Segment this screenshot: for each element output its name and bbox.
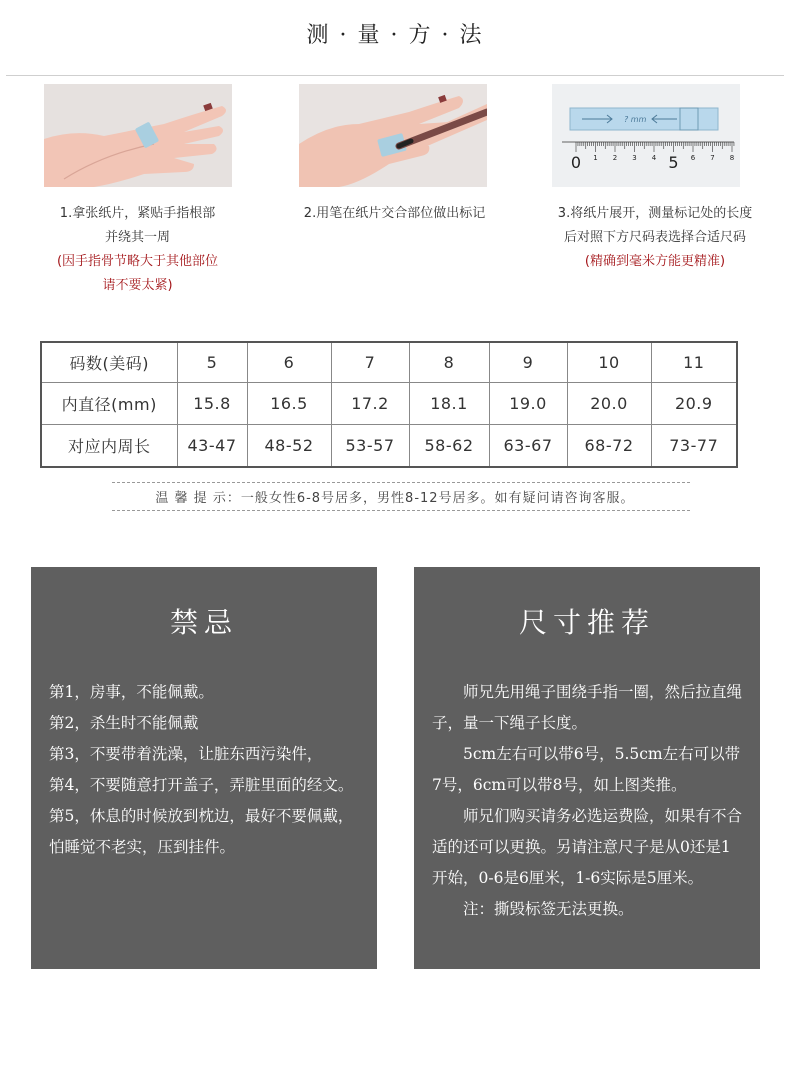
- table-cell: 内直径(mm): [41, 383, 177, 425]
- table-cell: 20.9: [651, 383, 737, 425]
- step1-line2: 并绕其一周: [104, 230, 170, 245]
- size-recommend-panel: [414, 567, 760, 969]
- paragraph: 5cm左右可以带6号，5.5cm左右可以带7号，6cm可以带8号，如上图类推。: [432, 745, 741, 794]
- ruler-tick-label: 0: [570, 153, 582, 172]
- header-cell: 7: [331, 342, 409, 383]
- step3-ruler-photo: [552, 84, 740, 187]
- ruler-tick-label: 8: [729, 154, 735, 162]
- header-cell: 9: [489, 342, 567, 383]
- table-cell: 20.0: [567, 383, 651, 425]
- table-cell: 43-47: [177, 425, 247, 468]
- table-cell: 17.2: [331, 383, 409, 425]
- step1-photo: [44, 84, 232, 187]
- step1-line1: 1.拿张纸片，紧贴手指根部: [59, 206, 216, 221]
- header-cell: 8: [409, 342, 489, 383]
- header-cell: 6: [247, 342, 331, 383]
- list-item: 第1，房事，不能佩戴。: [49, 683, 214, 701]
- table-cell: 15.8: [177, 383, 247, 425]
- table-cell: 16.5: [247, 383, 331, 425]
- step2-caption: [272, 202, 517, 226]
- step3-note1: (精确到毫米方能更精准): [584, 254, 726, 269]
- step1-caption: [25, 202, 250, 298]
- paragraph: 师兄先用绳子围绕手指一圈，然后拉直绳子，量一下绳子长度。: [432, 683, 743, 732]
- table-row-diameter: [41, 383, 737, 425]
- table-cell: 58-62: [409, 425, 489, 468]
- table-cell: 18.1: [409, 383, 489, 425]
- strip-text: ? mm: [624, 115, 647, 124]
- step2-photo: [299, 84, 487, 187]
- size-table-header-row: [41, 342, 737, 383]
- header-cell: 11: [651, 342, 737, 383]
- recommend-title: 尺寸推荐: [518, 606, 655, 639]
- ruler-tick-label: 7: [710, 154, 715, 162]
- header-cell: 码数(美码): [41, 342, 177, 383]
- paragraph: 师兄们购买请务必选运费险，如果有不合适的还可以更换。另请注意尺子是从0还是1开始，0-6是6厘米，1-6实际是5厘米。: [432, 807, 743, 887]
- table-cell: 53-57: [331, 425, 409, 468]
- ruler-tick-label: 6: [690, 154, 696, 162]
- recommend-text: [432, 677, 744, 925]
- step3-caption: [530, 202, 780, 274]
- table-cell: 73-77: [651, 425, 737, 468]
- table-cell: 63-67: [489, 425, 567, 468]
- list-item: 第3，不要带着洗澡，让脏东西污染件，: [49, 745, 323, 763]
- step3-line1: 3.将纸片展开，测量标记处的长度: [557, 206, 753, 221]
- table-cell: 19.0: [489, 383, 567, 425]
- list-item: 第5，休息的时候放到枕边，最好不要佩戴，怕睡觉不老实，压到挂件。: [49, 807, 354, 856]
- step1-note1: (因手指骨节略大于其他部位: [56, 254, 219, 269]
- size-table: [40, 341, 738, 468]
- tip-text: 温 馨 提 示：一般女性6-8号居多，男性8-12号居多。如有疑问请咨询客服。: [155, 491, 635, 506]
- step3-line2: 后对照下方尺码表选择合适尺码: [563, 230, 746, 245]
- ruler-tick-label: 4: [651, 154, 657, 162]
- tip-divider-bottom: [112, 510, 690, 511]
- ruler-tick-label: 5: [668, 153, 679, 172]
- table-cell: 68-72: [567, 425, 651, 468]
- title-divider: [6, 75, 784, 76]
- header-cell: 5: [177, 342, 247, 383]
- table-row-circumference: [41, 425, 737, 468]
- taboo-title: 禁忌: [169, 606, 238, 639]
- taboo-list: [49, 677, 361, 863]
- step2-line1: 2.用笔在纸片交合部位做出标记: [303, 206, 486, 221]
- table-cell: 对应内周长: [41, 425, 177, 468]
- ruler-tick-label: 1: [593, 154, 598, 162]
- tip-divider-top: [112, 482, 690, 483]
- step1-note2: 请不要太紧): [102, 278, 173, 293]
- list-item: 第4，不要随意打开盖子，弄脏里面的经文。: [49, 776, 354, 794]
- list-item: 第2，杀生时不能佩戴: [49, 714, 199, 732]
- table-cell: 48-52: [247, 425, 331, 468]
- ruler-tick-label: 2: [612, 154, 618, 162]
- header-cell: 10: [567, 342, 651, 383]
- ruler-tick-label: 3: [632, 154, 637, 162]
- paragraph: 注：撕毁标签无法更换。: [463, 900, 634, 918]
- taboo-panel: [31, 567, 377, 969]
- page-title: 测 · 量 · 方 · 法: [306, 23, 484, 48]
